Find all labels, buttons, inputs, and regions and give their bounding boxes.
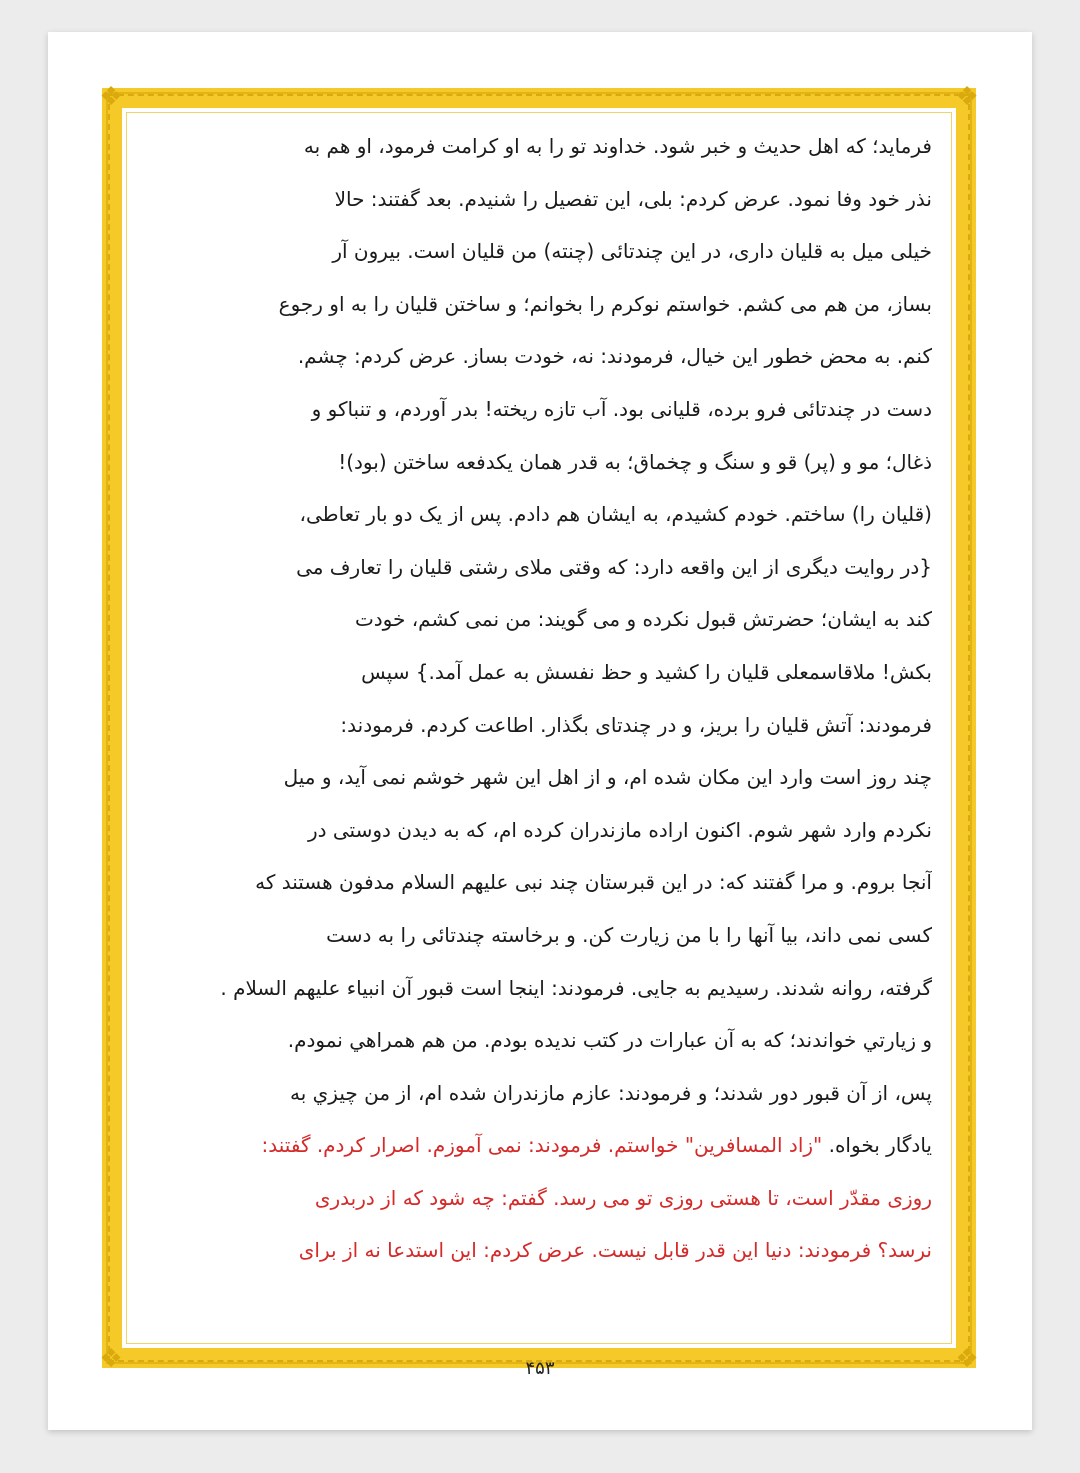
page-body-text	[146, 120, 932, 1277]
text-line: ذغال؛ مو و (پر) قو و سنگ و چخماق؛ به قدر همان یکدفعه ساختن (بود)!	[338, 449, 932, 474]
page-number: ۴۵۳	[525, 1358, 555, 1379]
text-line: کند به ایشان؛ حضرتش قبول نکرده و می گویند: من نمی کشم، خودت	[354, 607, 932, 632]
text-line: (قلیان را) ساختم. خودم کشیدم، به ایشان هم دادم. پس از یک دو بار تعاطی،	[299, 502, 932, 527]
text-segment: یادگار بخواه.	[822, 1133, 932, 1158]
text-line: پس، از آن قبور دور شدند؛ و فرمودند: عازم مازندران شده ام، از من چیزي به	[290, 1080, 932, 1105]
text-line: نکردم وارد شهر شوم. اکنون اراده مازندران کرده ام، که به دیدن دوستی در	[307, 817, 932, 842]
corner-ornament-icon: ❖	[99, 82, 123, 112]
text-line: نذر خود وفا نمود. عرض کردم: بلی، این تفصیل را شنیدم. بعد گفتند: حالا	[334, 186, 932, 211]
text-line-mixed	[146, 1119, 932, 1172]
text-line: فرمودند: آتش قلیان را بریز، و در چندتای بگذار. اطاعت کردم. فرمودند:	[340, 712, 932, 737]
text-line: بکش! ملاقاسمعلی قلیان را کشید و حظ نفسش به عمل آمد.} سپس	[361, 659, 932, 684]
corner-ornament-icon: ❖	[99, 1344, 123, 1374]
corner-ornament-icon: ❖	[955, 82, 979, 112]
text-line: دست در چندتائی فرو برده، قلیانی بود. آب تازه ریخته! بدر آوردم، و تنباکو و	[311, 396, 932, 421]
highlighted-text-segment: "زاد المسافرین" خواستم. فرمودند: نمی آموزم. اصرار کردم. گفتند:	[261, 1133, 823, 1158]
text-line: و زیارتي خواندند؛ که به آن عبارات در کتب ندیده بودم. من هم همراهي نمودم.	[287, 1028, 932, 1053]
text-line: کنم. به محض خطور این خیال، فرمودند: نه، خودت بساز. عرض کردم: چشم.	[297, 344, 932, 369]
corner-ornament-icon: ❖	[955, 1344, 979, 1374]
highlighted-text-line: روزی مقدّر است، تا هستی روزی تو می رسد. گفتم: چه شود که از دربدری	[314, 1185, 932, 1210]
highlighted-text-line: نرسد؟ فرمودند: دنیا این قدر قابل نیست. عرض کردم: این استدعا نه از برای	[298, 1238, 932, 1263]
book-page	[48, 32, 1032, 1430]
text-line: چند روز است وارد این مکان شده ام، و از اهل این شهر خوشم نمی آید، و میل	[283, 765, 932, 790]
text-line: کسی نمی داند، بیا آنها را با من زیارت کن. و برخاسته چندتائی را به دست	[326, 922, 932, 947]
text-line: گرفته، روانه شدند. رسیدیم به جایی. فرمودند: اینجا است قبور آن انبیاء علیهم السلام .	[220, 975, 932, 1000]
text-line: خیلی میل به قلیان داری، در این چندتائی (چنته) من قلیان است. بیرون آر	[332, 239, 932, 264]
text-line: فرماید؛ که اهل حدیث و خبر شود. خداوند تو را به او کرامت فرمود، او هم به	[303, 134, 932, 158]
text-line: بساز، من هم می کشم. خواستم نوکرم را بخوانم؛ و ساختن قلیان را به او رجوع	[278, 291, 932, 316]
text-line: آنجا بروم. و مرا گفتند که: در این قبرستان چند نبی علیهم السلام مدفون هستند که	[255, 870, 932, 895]
text-line: {در روایت دیگری از این واقعه دارد: که وقتی ملای رشتی قلیان را تعارف می	[296, 554, 932, 579]
